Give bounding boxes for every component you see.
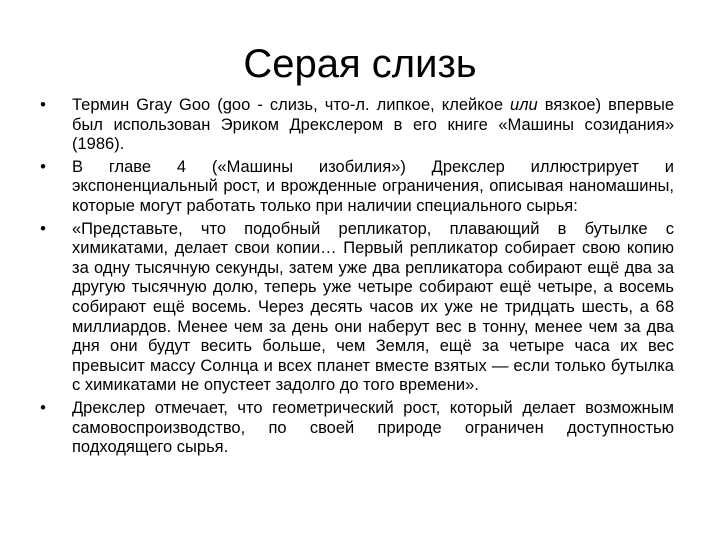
bullet-item-replicator-quote: [36, 220, 674, 396]
bullet-icon: •: [40, 398, 46, 417]
bullet-icon: •: [40, 157, 46, 176]
bullet-list: [36, 96, 674, 461]
bullet-item-chapter-4: [36, 158, 674, 217]
bullet-text: «Представьте, что подобный репликатор, плавающий в бутылке с химикатами, делает свои копии… Первый репликатор собирает свою копию за одну тысячную секунды, затем уже два репликатора собирают ещё два за другую тысячную долю, теперь уже четыре собирают ещё четыре, а восемь собирают ещё восемь. Через десять часов их уже не тридцать шесть, а 68 миллиардов. Менее чем за день они наберут вес в тонну, менее чем за два дня они будут весить больше, чем Земля, ещё за четыре часа их вес превысит массу Солнца и всех планет вместе взятых — если только бутылка с химикатами не опустеет задолго до того времени».: [72, 219, 674, 395]
slide-title: Серая слизь: [243, 42, 477, 86]
bullet-text: В главе 4 («Машины изобилия») Дрекслер иллюстрирует и экспоненциальный рост, и врожденные ограничения, описывая наномашины, которые могут работать только при наличии специального сырья:: [72, 157, 674, 215]
bullet-item-growth-limits: [36, 399, 674, 458]
bullet-icon: •: [40, 96, 46, 114]
bullet-text-italic: или: [510, 96, 538, 114]
bullet-text-part: вязкое) впервые был использован Эриком Дрекслером в его книге «Машины созидания» (1986).: [72, 96, 674, 154]
bullet-icon: •: [40, 219, 46, 238]
bullet-item-gray-goo-term: [36, 96, 674, 155]
bullet-text: Дрекслер отмечает, что геометрический рост, который делает возможным самовоспроизводство, по своей природе ограничен доступностью подходящего сырья.: [72, 398, 674, 457]
bullet-text-part: Термин Gray Goo (goo - слизь, что-л. липкое, клейкое: [72, 96, 511, 114]
